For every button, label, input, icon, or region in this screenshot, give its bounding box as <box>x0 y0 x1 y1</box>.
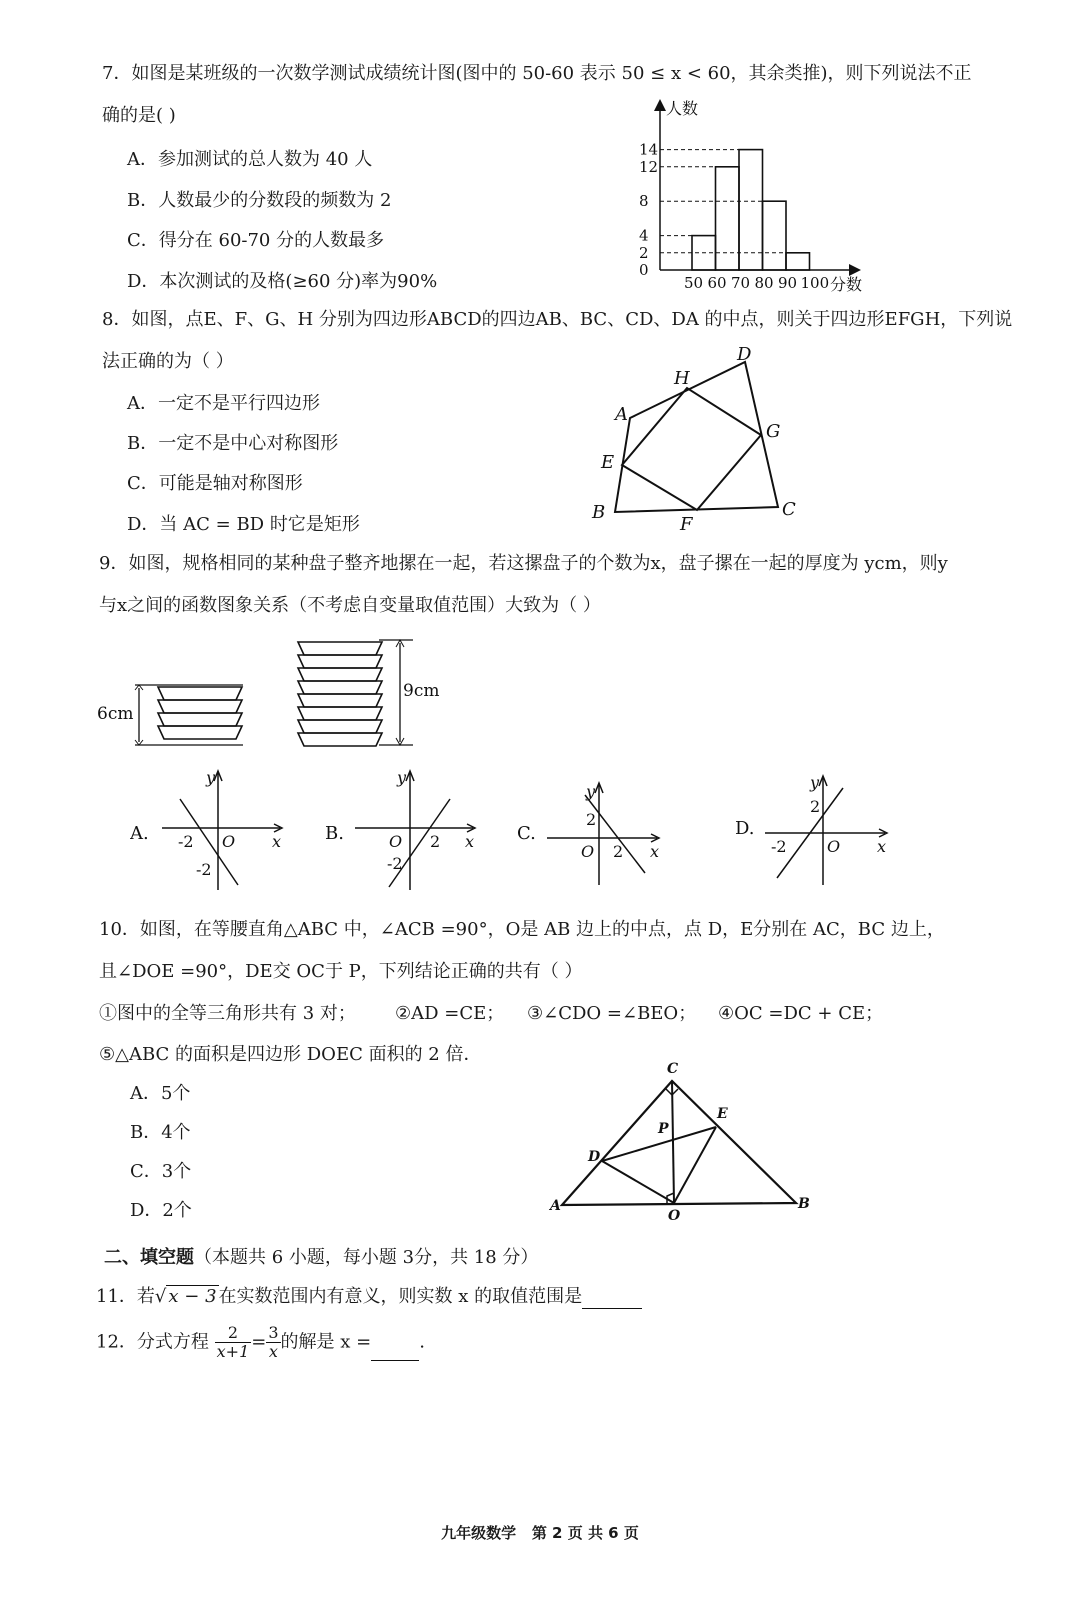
quadrilateral-efgh <box>622 388 761 510</box>
graph-c-origin: O <box>581 842 595 861</box>
q8-option-b: B．一定不是中心对称图形 <box>127 433 339 454</box>
graph-d-letter: D. <box>735 818 755 839</box>
q10-conclusion-1: ①图中的全等三角形共有 3 对； <box>99 1003 356 1024</box>
graph-c-x-label: x <box>650 842 660 861</box>
plates-small-height: 6cm <box>97 704 134 724</box>
x-tick-100: 100 <box>800 274 830 292</box>
label-a: A <box>550 1198 561 1214</box>
y-tick-4: 4 <box>639 226 649 245</box>
label-e: E <box>601 452 615 473</box>
q8-option-d: D．当 AC = BD 时它是矩形 <box>127 514 360 535</box>
q7-option-b: B．人数最少的分数段的频数为 2 <box>127 190 392 211</box>
q11-answer-blank[interactable] <box>582 1290 642 1309</box>
label-c: C <box>667 1061 679 1077</box>
label-a: A <box>615 404 628 425</box>
graph-a-origin: O <box>222 832 236 851</box>
graph-a-y-label: y <box>206 768 216 787</box>
graph-a-letter: A. <box>130 823 149 844</box>
x-axis-label: 分数 <box>830 275 863 294</box>
y-tick-0: 0 <box>639 261 649 279</box>
label-o: O <box>668 1208 681 1224</box>
q11: 11．若√ x − 3 在实数范围内有意义，则实数 x 的取值范围是 <box>96 1285 642 1309</box>
q8-stem-line1: 8．如图，点E、F、G、H 分别为四边形ABCD的四边AB、BC、CD、DA 的中点，则关于四边形EFGH，下列说 <box>102 309 1013 330</box>
section-2-note: （本题共 6 小题，每小题 3分，共 18 分） <box>194 1247 539 1268</box>
label-g: G <box>766 421 781 442</box>
plate <box>298 707 382 720</box>
plate <box>158 687 242 700</box>
q7-option-d: D．本次测试的及格(≥60 分)率为90% <box>127 271 438 292</box>
plate <box>158 713 242 726</box>
x-tick-50: 50 <box>684 274 704 292</box>
q12-f1-denominator: x+1 <box>216 1342 250 1361</box>
graph-d-x-label: x <box>877 837 887 856</box>
q9-stem-line2: 与x之间的函数图象关系（不考虑自变量取值范围）大致为（ ） <box>99 595 601 616</box>
label-f: F <box>680 514 693 535</box>
q7-option-c: C．得分在 60-70 分的人数最多 <box>127 230 385 251</box>
graph-c-tick-x: 2 <box>613 842 624 861</box>
q12-f2-numerator: 3 <box>268 1323 279 1342</box>
graph-d-tick-x: -2 <box>771 837 787 856</box>
plate <box>298 668 382 681</box>
plate <box>298 642 382 655</box>
graph-b-letter: B. <box>325 823 344 844</box>
graph-c-tick-y: 2 <box>586 810 597 829</box>
q8-stem-line2: 法正确的为（ ） <box>102 351 234 372</box>
plate <box>298 720 382 733</box>
graph-c-letter: C. <box>517 823 536 844</box>
q7-stem-line2: 确的是( ) <box>102 105 176 126</box>
q9-graph-options <box>130 765 990 895</box>
q10-conclusion-5: ⑤△ABC 的面积是四边形 DOEC 面积的 2 倍． <box>99 1044 482 1065</box>
label-e: E <box>717 1106 728 1122</box>
graph-b-tick-x: 2 <box>430 832 441 851</box>
x-tick-80: 80 <box>754 274 774 292</box>
graph-d-origin: O <box>827 837 841 856</box>
page-footer: 九年级数学 第 2 页 共 6 页 <box>441 1524 639 1542</box>
histogram-bar-60-70 <box>716 167 740 270</box>
label-b: B <box>592 502 606 523</box>
label-h: H <box>674 368 690 389</box>
q10-conclusion-4: ④OC =DC + CE； <box>718 1003 884 1024</box>
q10-option-b: B．4个 <box>130 1122 191 1143</box>
x-tick-60: 60 <box>707 274 727 292</box>
q9-stem-line1: 9．如图，规格相同的某种盘子整齐地摞在一起，若这摞盘子的个数为x，盘子摞在一起的厚度为 ycm，则y <box>99 553 948 574</box>
plates-large-height: 9cm <box>403 681 440 701</box>
q12-equals: = <box>251 1331 267 1353</box>
graph-c-y-label: y <box>586 782 596 801</box>
q10-conclusion-3: ③∠CDO =∠BEO； <box>527 1003 697 1024</box>
q11-suffix: 在实数范围内有意义，则实数 x 的取值范围是 <box>218 1286 583 1307</box>
graph-b-x-label: x <box>465 832 475 851</box>
q8-option-a: A．一定不是平行四边形 <box>127 393 320 414</box>
q11-radicand: x − 3 <box>168 1286 217 1307</box>
q12-f1-numerator: 2 <box>215 1324 252 1343</box>
histogram-bar-90-100 <box>786 253 810 270</box>
histogram-bar-80-90 <box>763 201 787 270</box>
graph-d-tick-y: 2 <box>810 797 821 816</box>
q8-quadrilateral-figure <box>580 340 810 540</box>
graph-b-y-label: y <box>397 768 407 787</box>
label-b: B <box>798 1196 810 1212</box>
q12-end: . <box>419 1331 425 1353</box>
q10-triangle-figure <box>540 1055 820 1225</box>
q12-fraction-1 <box>215 1324 252 1361</box>
quadrilateral-abcd <box>615 362 781 512</box>
label-d: D <box>588 1149 601 1165</box>
graph-c-line <box>585 795 645 873</box>
plate <box>298 733 382 746</box>
graph-d-y-label: y <box>810 773 820 792</box>
q12 <box>96 1324 425 1361</box>
x-tick-90: 90 <box>778 274 798 292</box>
q8-option-c: C．可能是轴对称图形 <box>127 473 303 494</box>
q12-fraction-2 <box>266 1324 280 1361</box>
q7-histogram <box>630 92 880 304</box>
section-2-heading <box>104 1246 538 1270</box>
q9-graph-b <box>325 765 495 895</box>
y-tick-12: 12 <box>639 157 659 176</box>
q7-option-a: A．参加测试的总人数为 40 人 <box>127 149 373 170</box>
label-c: C <box>782 499 796 520</box>
small-plate-stack <box>158 687 242 739</box>
q9-graph-d <box>735 770 915 890</box>
plate <box>158 726 242 739</box>
label-p: P <box>658 1121 669 1137</box>
q9-graph-c <box>517 775 687 895</box>
y-tick-2: 2 <box>639 243 649 262</box>
q12-answer-blank[interactable] <box>371 1342 419 1361</box>
q10-option-a: A．5个 <box>130 1083 191 1104</box>
q10-conclusion-2: ②AD =CE； <box>395 1003 505 1024</box>
q7-stem-line1: 7．如图是某班级的一次数学测试成绩统计图(图中的 50-60 表示 50 ≤ x < 60，其余类推)，则下列说法不正 <box>102 63 972 84</box>
histogram-bar-70-80 <box>739 150 763 270</box>
q12-f2-denominator: x <box>268 1342 278 1361</box>
graph-a-tick-y: -2 <box>196 860 212 879</box>
plate <box>298 681 382 694</box>
q10-stem-line1: 10．如图，在等腰直角△ABC 中，∠ACB =90°，O是 AB 边上的中点，点 D，E分别在 AC，BC 边上， <box>99 919 945 940</box>
q12-suffix: 的解是 x = <box>280 1331 372 1353</box>
q10-option-c: C．3个 <box>130 1161 192 1182</box>
q10-option-d: D．2个 <box>130 1200 192 1221</box>
graph-a-x-label: x <box>272 832 282 851</box>
q11-prefix: 11．若 <box>96 1286 155 1307</box>
plate <box>298 655 382 668</box>
graph-a-tick-x: -2 <box>178 832 194 851</box>
y-tick-8: 8 <box>639 192 649 211</box>
section-2-title: 二、填空题 <box>104 1247 194 1268</box>
y-tick-14: 14 <box>639 140 659 159</box>
large-plate-stack <box>298 642 382 746</box>
q9-graph-a <box>130 765 300 895</box>
plate <box>298 694 382 707</box>
graph-b-origin: O <box>389 832 403 851</box>
y-axis-label: 人数 <box>666 99 699 118</box>
q10-stem-line2: 且∠DOE =90°，DE交 OC于 P，下列结论正确的共有（ ） <box>99 961 583 982</box>
q9-plates-figure <box>95 630 455 760</box>
plate <box>158 700 242 713</box>
q12-prefix: 12．分式方程 <box>96 1331 209 1353</box>
graph-b-tick-y: -2 <box>387 854 403 873</box>
label-d: D <box>737 344 752 365</box>
triangle-abc <box>562 1081 796 1205</box>
x-tick-70: 70 <box>731 274 751 292</box>
